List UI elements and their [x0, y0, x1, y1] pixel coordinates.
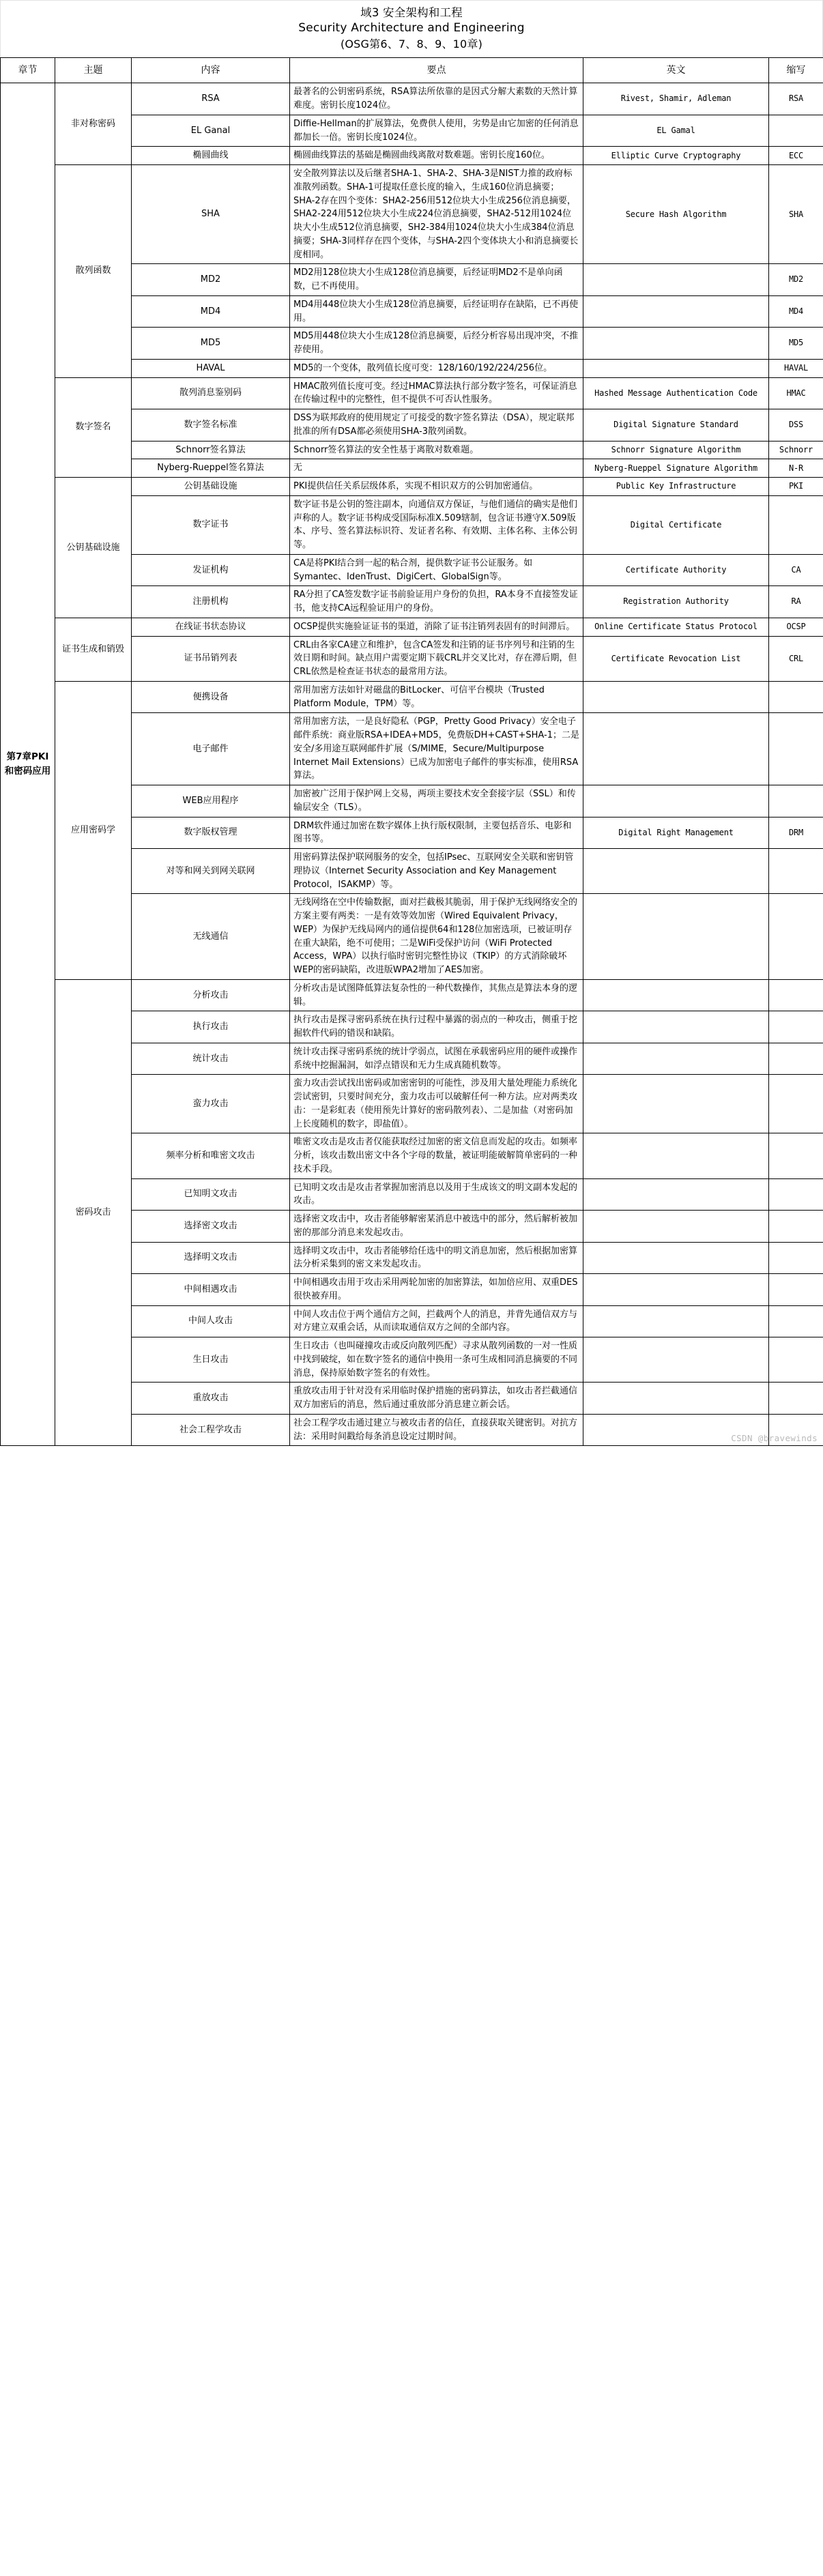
title-chinese: 域3 安全架构和工程 [360, 6, 463, 19]
content-cell: WEB应用程序 [132, 785, 290, 817]
column-header-content: 内容 [132, 58, 290, 83]
content-cell: 分析攻击 [132, 979, 290, 1011]
abbr-cell [769, 1337, 823, 1383]
table-header [1, 58, 823, 83]
abbr-cell [769, 1011, 823, 1043]
column-header-abbr: 缩写 [769, 58, 823, 83]
abbr-cell: MD4 [769, 295, 823, 328]
title-english: Security Architecture and Engineering [298, 21, 525, 35]
column-header-english: 英文 [583, 58, 769, 83]
abbr-cell [769, 115, 823, 147]
abbr-cell: DSS [769, 409, 823, 442]
table-row [1, 165, 823, 264]
content-cell: 选择密文攻击 [132, 1211, 290, 1243]
content-cell: 重放攻击 [132, 1383, 290, 1415]
points-cell: 椭圆曲线算法的基础是椭圆曲线离散对数难题。密钥长度160位。 [290, 147, 583, 165]
points-cell: 加密被广泛用于保护网上交易，两项主要技术安全套接字层（SSL）和传输层安全（TLS）。 [290, 785, 583, 817]
content-cell: Schnorr签名算法 [132, 441, 290, 459]
topic-cell: 证书生成和销毁 [55, 618, 132, 681]
table-row [1, 979, 823, 1011]
table-row [1, 83, 823, 115]
content-cell: 对等和网关到网关联网 [132, 849, 290, 894]
topic-cell: 公钥基础设施 [55, 478, 132, 618]
points-cell: 执行攻击是探寻密码系统在执行过程中暴露的弱点的一种攻击，侧重于挖掘软件代码的错误和缺陷。 [290, 1011, 583, 1043]
points-cell: DRM软件通过加密在数字媒体上执行版权限制，主要包括音乐、电影和图书等。 [290, 817, 583, 849]
points-cell: 蛮力攻击尝试找出密码或加密密钥的可能性，涉及用大量处理能力系统化尝试密钥，只要时间充分，蛮力攻击可以破解任何一种方法。应对两类攻击：一是彩虹表（使用预先计算好的密码散列表）、二是加盐（对密码加上长度随机的数字，即盐值）。 [290, 1075, 583, 1133]
english-cell [583, 713, 769, 785]
points-cell: 重放攻击用于针对没有采用临时保护措施的密码算法，如攻击者拦截通信双方加密后的消息，然后通过重放部分消息建立新会话。 [290, 1383, 583, 1415]
abbr-cell [769, 681, 823, 713]
points-cell: 无线网络在空中传输数据，面对拦截极其脆弱，用于保护无线网络安全的方案主要有两类：一是有效等效加密（Wired Equivalent Privacy，WEP）为保护无线局网内的通信提供64和128位加密选项，已被证明存在重大缺陷，绝不可使用；二是WiFi受保护访问（WiFi Protected Access，WPA）以执行临时密钥完整性协议（TKIP）的方式消除破坏WEP的密码缺陷，改进版WPA2增加了AES加密。 [290, 894, 583, 980]
content-cell: 发证机构 [132, 554, 290, 586]
english-cell [583, 295, 769, 328]
table-header-row [1, 58, 823, 83]
english-cell [583, 979, 769, 1011]
content-cell: MD4 [132, 295, 290, 328]
column-header-points: 要点 [290, 58, 583, 83]
english-cell: Digital Right Management [583, 817, 769, 849]
abbr-cell: ECC [769, 147, 823, 165]
abbr-cell: RSA [769, 83, 823, 115]
english-cell: Elliptic Curve Cryptography [583, 147, 769, 165]
abbr-cell [769, 713, 823, 785]
english-cell: EL Gamal [583, 115, 769, 147]
content-cell: MD5 [132, 328, 290, 360]
abbr-cell: OCSP [769, 618, 823, 636]
english-cell: Rivest, Shamir, Adleman [583, 83, 769, 115]
points-cell: 中间相遇攻击用于攻击采用两轮加密的加密算法，如加倍应用、双重DES很快被弃用。 [290, 1274, 583, 1306]
points-cell: OCSP提供实施验证证书的渠道，消除了证书注销列表固有的时间滞后。 [290, 618, 583, 636]
points-cell: 已知明文攻击是攻击者掌握加密消息以及用于生成该文的明文副本发起的攻击。 [290, 1178, 583, 1211]
abbr-cell [769, 1274, 823, 1306]
topic-cell: 数字签名 [55, 377, 132, 478]
english-cell [583, 1211, 769, 1243]
abbr-cell: CA [769, 554, 823, 586]
knowledge-table [0, 57, 823, 1446]
content-cell: RSA [132, 83, 290, 115]
content-cell: MD2 [132, 264, 290, 296]
points-cell: 常用加密方法如针对磁盘的BitLocker、可信平台模块（Trusted Platform Module，TPM）等。 [290, 681, 583, 713]
points-cell: 统计攻击探寻密码系统的统计学弱点，试图在承载密码应用的硬件或操作系统中挖掘漏洞，如浮点错误和无力生成真随机数等。 [290, 1043, 583, 1075]
abbr-cell: CRL [769, 636, 823, 681]
abbr-cell [769, 1133, 823, 1178]
content-cell: HAVAL [132, 359, 290, 377]
abbr-cell [769, 1305, 823, 1337]
content-cell: 已知明文攻击 [132, 1178, 290, 1211]
points-cell: 社会工程学攻击通过建立与被攻击者的信任，直接获取关键密钥。对抗方法：采用时间戳给每条消息设定过期时间。 [290, 1414, 583, 1446]
column-header-topic: 主题 [55, 58, 132, 83]
english-cell [583, 1337, 769, 1383]
abbr-cell: SHA [769, 165, 823, 264]
english-cell [583, 1011, 769, 1043]
english-cell [583, 359, 769, 377]
content-cell: 选择明文攻击 [132, 1242, 290, 1274]
document-title-block [0, 0, 823, 57]
content-cell: 证书吊销列表 [132, 636, 290, 681]
english-cell: Schnorr Signature Algorithm [583, 441, 769, 459]
table-row [1, 618, 823, 636]
points-cell: Diffie-Hellman的扩展算法，免费供人使用，劣势是由它加密的任何消息都加长一倍。密钥长度1024位。 [290, 115, 583, 147]
topic-cell: 散列函数 [55, 165, 132, 378]
abbr-cell [769, 849, 823, 894]
points-cell: CA是将PKI结合到一起的粘合剂，提供数字证书公证服务。如Symantec、IdenTrust、DigiCert、GlobalSign等。 [290, 554, 583, 586]
english-cell: Digital Signature Standard [583, 409, 769, 442]
english-cell [583, 264, 769, 296]
content-cell: 执行攻击 [132, 1011, 290, 1043]
abbr-cell: Schnorr [769, 441, 823, 459]
english-cell [583, 1178, 769, 1211]
points-cell: DSS为联邦政府的使用规定了可接受的数字签名算法（DSA），规定联邦批准的所有DSA都必须使用SHA-3散列函数。 [290, 409, 583, 442]
english-cell: Online Certificate Status Protocol [583, 618, 769, 636]
abbr-cell [769, 894, 823, 980]
points-cell: 选择密文攻击中，攻击者能够解密某消息中被选中的部分，然后解析被加密的那部分消息来发起攻击。 [290, 1211, 583, 1243]
content-cell: 电子邮件 [132, 713, 290, 785]
abbr-cell [769, 495, 823, 554]
content-cell: 蛮力攻击 [132, 1075, 290, 1133]
content-cell: 在线证书状态协议 [132, 618, 290, 636]
points-cell: PKI提供信任关系层级体系，实现不相识双方的公钥加密通信。 [290, 478, 583, 496]
topic-cell: 非对称密码 [55, 83, 132, 165]
english-cell: Public Key Infrastructure [583, 478, 769, 496]
content-cell: 无线通信 [132, 894, 290, 980]
points-cell: 分析攻击是试图降低算法复杂性的一种代数操作，其焦点是算法本身的逻辑。 [290, 979, 583, 1011]
table-body [1, 83, 823, 1446]
english-cell [583, 894, 769, 980]
points-cell: 无 [290, 459, 583, 478]
english-cell [583, 849, 769, 894]
points-cell: 唯密文攻击是攻击者仅能获取经过加密的密文信息而发起的攻击。如频率分析，该攻击数出密文中各个字母的数量，被证明能破解简单密码的一种技术手段。 [290, 1133, 583, 1178]
english-cell [583, 785, 769, 817]
points-cell: HMAC散列值长度可变。经过HMAC算法执行部分数字签名，可保证消息在传输过程中的完整性，但不提供不可否认性服务。 [290, 377, 583, 409]
content-cell: 统计攻击 [132, 1043, 290, 1075]
points-cell: MD2用128位块大小生成128位消息摘要，后经证明MD2不是单向函数，已不再使用。 [290, 264, 583, 296]
english-cell: Certificate Revocation List [583, 636, 769, 681]
abbr-cell: RA [769, 586, 823, 618]
points-cell: Schnorr签名算法的安全性基于离散对数难题。 [290, 441, 583, 459]
table-row [1, 681, 823, 713]
content-cell: 注册机构 [132, 586, 290, 618]
content-cell: 便携设备 [132, 681, 290, 713]
content-cell: 中间人攻击 [132, 1305, 290, 1337]
points-cell: CRL由各家CA建立和维护，包含CA签发和注销的证书序列号和注销的生效日期和时间。缺点用户需要定期下载CRL并交叉比对，存在滞后期，但CRL依然是检查证书状态的最常用方法。 [290, 636, 583, 681]
english-cell [583, 681, 769, 713]
abbr-cell: PKI [769, 478, 823, 496]
content-cell: 公钥基础设施 [132, 478, 290, 496]
content-cell: 频率分析和唯密文攻击 [132, 1133, 290, 1178]
points-cell: 中间人攻击位于两个通信方之间，拦截两个人的消息，并背先通信双方与对方建立双重会话，从而读取通信双方之间的全部内容。 [290, 1305, 583, 1337]
points-cell: 生日攻击（也叫碰撞攻击或反向散列匹配）寻求从散列函数的一对一性质中找到破绽，如在数字签名的通信中换用一条可生成相同消息摘要的不同消息，保持原始数字签名的有效性。 [290, 1337, 583, 1383]
english-cell [583, 1383, 769, 1415]
english-cell [583, 328, 769, 360]
topic-cell: 密码攻击 [55, 979, 132, 1446]
content-cell: 生日攻击 [132, 1337, 290, 1383]
points-cell: 安全散列算法以及后继者SHA-1、SHA-2、SHA-3是NIST力推的政府标准散列函数。SHA-1可提取任意长度的输入，生成160位消息摘要；SHA-2存在四个变体：SHA2-256用512位块大小生成256位消息摘要，SHA2-224用512位块大小生成224位消息摘要，SHA2-512用1024位块大小生成512位消息摘要，SH2-384用1024位块大小生成384位消息摘要；SHA-3同样存在四个变体，与SHA-2四个变体块大小和消息摘要长度相同。 [290, 165, 583, 264]
abbr-cell: DRM [769, 817, 823, 849]
abbr-cell [769, 1075, 823, 1133]
english-cell [583, 1414, 769, 1446]
table-row [1, 478, 823, 496]
points-cell: 常用加密方法，一是良好隐私（PGP，Pretty Good Privacy）安全电子邮件系统：商业版RSA+IDEA+MD5，免费版DH+CAST+SHA-1；二是安全/多用途互联网邮件扩展（S/MIME，Secure/Multipurpose Internet Mail Extensions）已成为加密电子邮件的事实标准，使用RSA算法。 [290, 713, 583, 785]
table-row [1, 377, 823, 409]
content-cell: 社会工程学攻击 [132, 1414, 290, 1446]
english-cell: Registration Authority [583, 586, 769, 618]
english-cell [583, 1075, 769, 1133]
abbr-cell: MD2 [769, 264, 823, 296]
points-cell: 最著名的公钥密码系统，RSA算法所依靠的是因式分解大素数的天然计算难度。密钥长度1024位。 [290, 83, 583, 115]
topic-cell: 应用密码学 [55, 681, 132, 979]
english-cell [583, 1133, 769, 1178]
english-cell: Certificate Authority [583, 554, 769, 586]
abbr-cell: HMAC [769, 377, 823, 409]
content-cell: 椭圆曲线 [132, 147, 290, 165]
content-cell: 数字证书 [132, 495, 290, 554]
english-cell: Secure Hash Algorithm [583, 165, 769, 264]
english-cell [583, 1305, 769, 1337]
title-subtitle: (OSG第6、7、8、9、10章) [340, 37, 483, 50]
abbr-cell [769, 979, 823, 1011]
chapter-cell: 第7章PKI和密码应用 [1, 83, 55, 1446]
abbr-cell [769, 1242, 823, 1274]
content-cell: 中间相遇攻击 [132, 1274, 290, 1306]
english-cell: Nyberg-Rueppel Signature Algorithm [583, 459, 769, 478]
abbr-cell [769, 1211, 823, 1243]
abbr-cell: MD5 [769, 328, 823, 360]
content-cell: Nyberg-Rueppel签名算法 [132, 459, 290, 478]
abbr-cell: HAVAL [769, 359, 823, 377]
content-cell: 散列消息鉴别码 [132, 377, 290, 409]
english-cell: Hashed Message Authentication Code [583, 377, 769, 409]
column-header-chapter: 章节 [1, 58, 55, 83]
abbr-cell [769, 1383, 823, 1415]
english-cell [583, 1274, 769, 1306]
content-cell: EL Ganal [132, 115, 290, 147]
english-cell [583, 1242, 769, 1274]
english-cell [583, 1043, 769, 1075]
content-cell: 数字版权管理 [132, 817, 290, 849]
english-cell: Digital Certificate [583, 495, 769, 554]
abbr-cell [769, 1043, 823, 1075]
abbr-cell [769, 1414, 823, 1446]
abbr-cell: N-R [769, 459, 823, 478]
content-cell: 数字签名标准 [132, 409, 290, 442]
points-cell: MD4用448位块大小生成128位消息摘要，后经证明存在缺陷，已不再使用。 [290, 295, 583, 328]
points-cell: RA分担了CA签发数字证书前验证用户身份的负担，RA本身不直接签发证书，他支持CA远程验证用户的身份。 [290, 586, 583, 618]
points-cell: 用密码算法保护联网服务的安全，包括IPsec、互联网安全关联和密钥管理协议（Internet Security Association and Key Management Protocol，ISAKMP）等。 [290, 849, 583, 894]
watermark: CSDN @bravewinds [731, 1433, 818, 1444]
points-cell: MD5用448位块大小生成128位消息摘要，后经分析容易出现冲突，不推荐使用。 [290, 328, 583, 360]
points-cell: 选择明文攻击中，攻击者能够给任选中的明文消息加密，然后根据加密算法分析采集到的密文来发起攻击。 [290, 1242, 583, 1274]
abbr-cell [769, 785, 823, 817]
points-cell: MD5的一个变体，散列值长度可变：128/160/192/224/256位。 [290, 359, 583, 377]
abbr-cell [769, 1178, 823, 1211]
content-cell: SHA [132, 165, 290, 264]
points-cell: 数字证书是公钥的签注副本，向通信双方保证，与他们通信的确实是他们声称的人。数字证书构成受国际标准X.509辖制，包含证书遵守X.509版本、序号、签名算法标识符、发证者名称、有效期、主体名称、主体公钥等。 [290, 495, 583, 554]
